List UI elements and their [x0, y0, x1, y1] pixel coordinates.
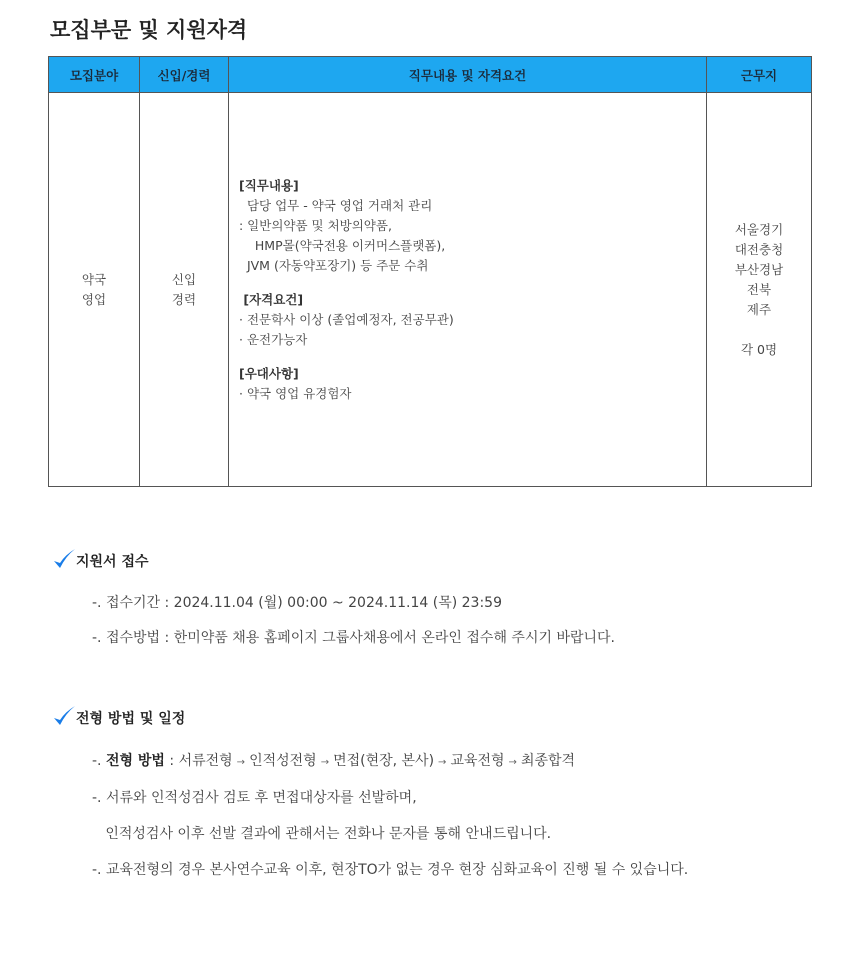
- cell-type: [140, 93, 229, 487]
- apply-title: 지원서 접수: [76, 554, 149, 570]
- job-heading: [직무내용]: [239, 177, 299, 193]
- arrow-icon: →: [320, 757, 330, 768]
- location-line: 전북: [746, 281, 772, 297]
- qual-heading: [자격요건]: [239, 291, 304, 307]
- qual-line: · 전문학사 이상 (졸업예정자, 전공무관): [239, 311, 454, 327]
- process-method: [92, 750, 575, 770]
- type-line: 신입: [171, 271, 197, 287]
- step: 최종합격: [520, 753, 576, 769]
- bullet-prefix: -.: [92, 753, 106, 769]
- headcount: 각 0명: [740, 341, 778, 357]
- job-line: : 일반의약품 및 처방의약품,: [239, 217, 392, 233]
- process-title: 전형 방법 및 일정: [76, 711, 186, 727]
- check-icon: [52, 548, 76, 572]
- location-line: 서울경기: [734, 221, 784, 237]
- location-line: 부산경남: [734, 261, 784, 277]
- job-line: JVM (자동약포장기) 등 주문 수취: [239, 257, 429, 273]
- field-line: 영업: [81, 291, 107, 307]
- apply-method: -. 접수방법 : 한미약품 채용 홈페이지 그룹사채용에서 온라인 접수해 주시기 바랍니다.: [92, 630, 615, 646]
- type-line: 경력: [171, 291, 197, 307]
- process-note-2: 인적성검사 이후 선발 결과에 관해서는 전화나 문자를 통해 안내드립니다.: [92, 826, 552, 842]
- header-field: 모집분야: [49, 57, 140, 93]
- cell-duty: [229, 93, 707, 487]
- field-line: 약국: [81, 271, 107, 287]
- step: 인적성전형: [249, 753, 317, 769]
- arrow-icon: →: [236, 757, 246, 768]
- header-duty: 직무내용 및 자격요건: [229, 57, 707, 93]
- page-title: 모집부문 및 지원자격: [50, 18, 248, 42]
- table-header-row: [49, 57, 812, 93]
- process-section: [52, 705, 185, 729]
- job-line: HMP몰(약국전용 이커머스플랫폼),: [239, 237, 446, 253]
- cell-field: [49, 93, 140, 487]
- apply-period: -. 접수기간 : 2024.11.04 (월) 00:00 ~ 2024.11.14 (목) 23:59: [92, 595, 503, 611]
- step: 면접(현장, 본사): [333, 753, 435, 769]
- qual-line: · 운전가능자: [239, 331, 308, 347]
- check-icon: [52, 705, 76, 729]
- job-line: 담당 업무 - 약국 영업 거래처 관리: [239, 197, 433, 213]
- pref-line: · 약국 영업 유경험자: [239, 385, 352, 401]
- table-row: [49, 93, 812, 487]
- header-location: 근무지: [707, 57, 812, 93]
- header-type: 신입/경력: [140, 57, 229, 93]
- arrow-icon: →: [438, 757, 447, 768]
- arrow-icon: →: [508, 757, 517, 768]
- method-label: 전형 방법: [105, 753, 165, 769]
- process-note-3: -. 교육전형의 경우 본사연수교육 이후, 현장TO가 없는 경우 현장 심화교육이 진행 될 수 있습니다.: [92, 862, 689, 878]
- process-note-1: -. 서류와 인적성검사 검토 후 면접대상자를 선발하며,: [92, 790, 417, 806]
- step: 서류전형: [178, 753, 233, 769]
- location-line: 제주: [746, 301, 772, 317]
- step: 교육전형: [450, 753, 505, 769]
- separator: :: [164, 753, 179, 769]
- location-line: 대전충청: [734, 241, 784, 257]
- cell-location: [707, 93, 812, 487]
- pref-heading: [우대사항]: [239, 365, 299, 381]
- recruit-table: [48, 56, 812, 487]
- apply-section: [52, 548, 149, 572]
